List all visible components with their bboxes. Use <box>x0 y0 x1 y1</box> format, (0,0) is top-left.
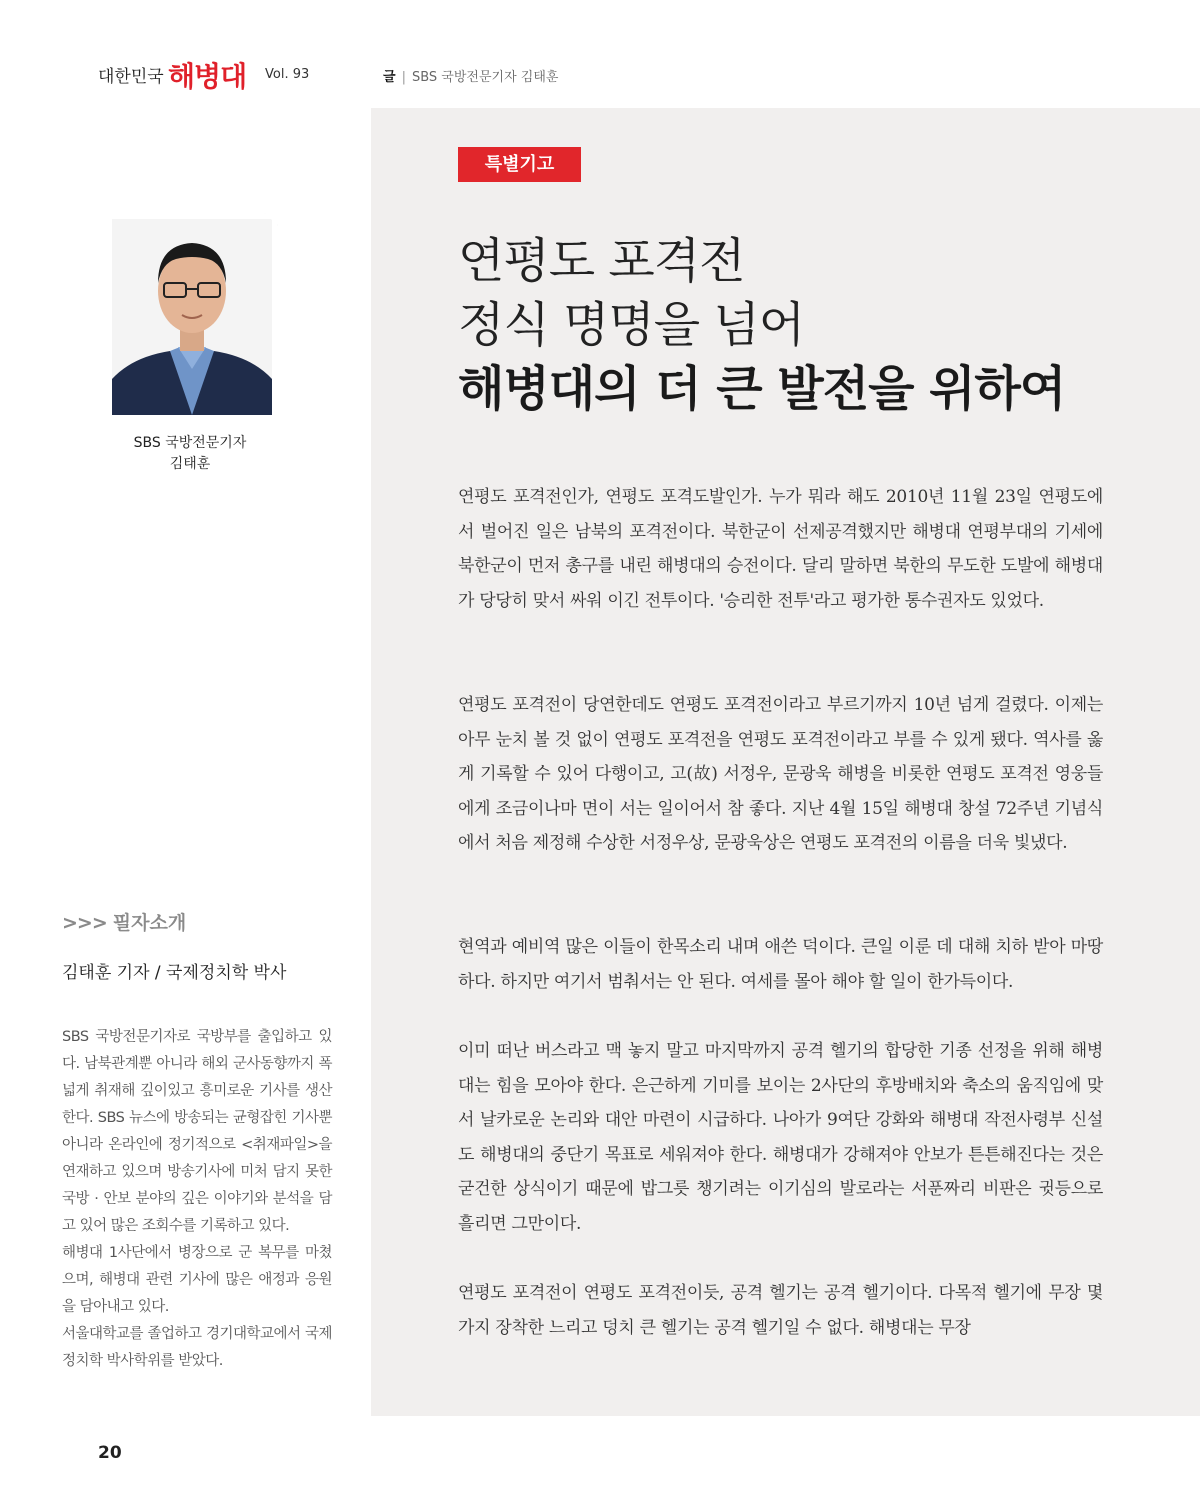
author-section-heading <box>62 908 186 935</box>
magazine-volume: Vol. 93 <box>265 67 310 82</box>
section-tag: 특별기고 <box>458 147 581 182</box>
article-paragraph: 현역과 예비역 많은 이들이 한목소리 내며 애쓴 덕이다. 큰일 이룬 데 대해 치하 받아 마땅하다. 하지만 여기서 범춰서는 안 된다. 여세를 몰아 해야 할 일이 한가득이다. <box>458 937 1103 992</box>
header-byline <box>383 66 558 85</box>
byline-separator: | <box>401 70 406 85</box>
article-paragraph: 연평도 포격전이 연평도 포격전이듯, 공격 헬기는 공격 헬기이다. 다목적 헬기에 무장 몇 가지 장착한 느리고 덩치 큰 헬기는 공격 헬기일 수 없다. 해병대는 무장 <box>458 1283 1103 1338</box>
page-number: 20 <box>98 1443 122 1463</box>
magazine-brand: 해병대 <box>168 60 247 93</box>
article-title-line-2: 정식 명명을 넘어 <box>458 297 805 353</box>
author-photo-frame <box>106 213 278 421</box>
article-paragraph: 이미 떠난 버스라고 맥 놓지 말고 마지막까지 공격 헬기의 합당한 기종 선정을 위해 해병대는 힘을 모아야 한다. 은근하게 기미를 보이는 2사단의 후방배치와 축소의 움직임에 맞서 날카로운 논리와 대안 마련이 시급하다. 나아가 9여단 강화와 해병대 작전사령부 신설도 해병대의 중단기 목표로 세워져야 한다. 해병대가 강해져야 안보가 튼튼해진다는 것은 굳건한 상식이기 때문에 밥그릇 챙기려는 이기심의 발로라는 서푼짜리 비판은 귓등으로 흘리면 그만이다. <box>458 1041 1103 1234</box>
magazine-country: 대한민국 <box>98 67 164 87</box>
author-bio-paragraph: SBS 국방전문기자로 국방부를 출입하고 있다. 남북관계뿐 아니라 해외 군사동향까지 폭넓게 취재해 깊이있고 흥미로운 기사를 생산한다. SBS 뉴스에 방송되는 균형잡힌 기사뿐 아니라 온라인에 정기적으로 <취재파일>을 연재하고 있으며 방송기사에 미처 담지 못한 국방 · 안보 분야의 깊은 이야기와 분석을 담고 있어 많은 조회수를 기록하고 있다. <box>62 1029 332 1234</box>
author-portrait-icon <box>112 219 272 415</box>
author-bio-paragraph: 해병대 1사단에서 병장으로 군 복무를 마쳤으며, 해병대 관련 기사에 많은 애정과 응원을 담아내고 있다. <box>62 1245 332 1315</box>
author-title: 김태훈 기자 / 국제정치학 박사 <box>62 963 287 983</box>
author-bio <box>62 1024 332 1375</box>
byline-label: 글 <box>383 70 396 85</box>
author-bio-paragraph: 서울대학교를 졸업하고 경기대학교에서 국제정치학 박사학위를 받았다. <box>62 1326 332 1369</box>
byline-text: SBS 국방전문기자 김태훈 <box>411 70 559 85</box>
page-header <box>0 0 1200 108</box>
author-section-title: 필자소개 <box>112 912 187 934</box>
article-title-line-1: 연평도 포격전 <box>458 233 745 289</box>
photo-caption-title: SBS 국방전문기자 <box>133 435 247 451</box>
article-paragraph: 연평도 포격전인가, 연평도 포격도발인가. 누가 뭐라 해도 2010년 11월 23일 연평도에서 벌어진 일은 남북의 포격전이다. 북한군이 선제공격했지만 해병대 연평부대의 기세에 북한군이 먼저 총구를 내린 해병대의 승전이다. 달리 말하면 북한의 무도한 도발에 해병대가 당당히 맞서 싸워 이긴 전투이다. '승리한 전투'라고 평가한 통수권자도 있었다. <box>458 487 1103 611</box>
article-paragraph: 연평도 포격전이 당연한데도 연평도 포격전이라고 부르기까지 10년 넘게 걸렸다. 이제는 아무 눈치 볼 것 없이 연평도 포격전을 연평도 포격전이라고 부를 수 있게 됐다. 역사를 옳게 기록할 수 있어 다행이고, 고(故) 서정우, 문광욱 해병을 비롯한 연평도 포격전 영웅들에게 조금이나마 면이 서는 일이어서 참 좋다. 지난 4월 15일 해병대 창설 72주년 기념식에서 처음 제정해 수상한 서정우상, 문광욱상은 연평도 포격전의 이름을 더욱 빛냈다. <box>458 695 1103 854</box>
photo-caption-name: 김태훈 <box>169 456 211 472</box>
article-title-line-3: 해병대의 더 큰 발전을 위하여 <box>458 361 1066 417</box>
chevrons-icon: >>> <box>62 912 107 934</box>
